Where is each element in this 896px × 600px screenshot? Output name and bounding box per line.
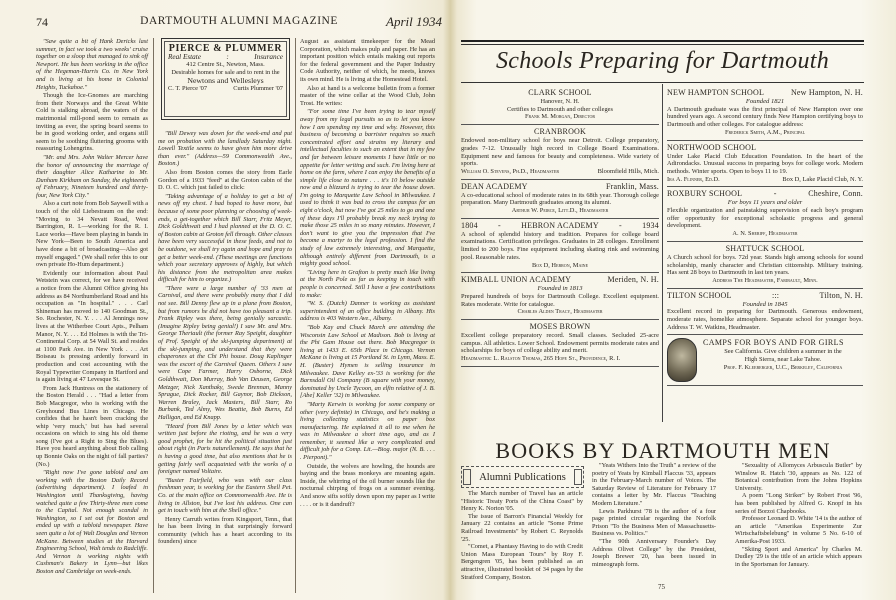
alumni-publications-text: Alumni Publications [479,471,566,483]
book-note: "Skiing Sport and America" by Charles M. Dudley '29 is the title of an article which appears in the Sportsman for January. [735,545,862,568]
school-entry [461,320,659,367]
paragraph: "Marty Kerwin is working for some company or other (very definite) in Chicago, and he's making a living collecting statistics on paper box manufacturing. He explained it all to me when he was in Milwaukee a short time ago, and as I remember, it seemed like a very complicated and difficult job for a Comp. Lit.—Biog. major (N. B. . . . . Pierpont)." [300,400,435,462]
school-description: A Dartmouth graduate was the first principal of New Hampton over one hundred years ago. A second century finds New Hampton certifying boys to Dartmouth and other colleges. For catalogue address: [667,105,863,129]
alumni-publications-label [461,466,584,488]
school-entry [667,289,863,336]
paragraph: "Buster Fairfield, who was with our class freshman year, is working for the Eastern Shell Pet. Co. at the main office on Commonwealth Ave. He is living in Allston, but I've lost his address. One can get in touch with him at the Shell office." [158,476,292,515]
school-contact: William O. Stevens, Ph.D., Headmaster [461,167,560,175]
school-year-end: 1934 [642,220,659,230]
school-header [667,244,863,254]
school-contact: Headmaster: L. Ralston Thomas, 265 Hope St., Providence, R. I. [461,355,621,363]
school-header [667,291,863,301]
school-contact: Ira A. Flinner, Ed.D. [667,175,720,183]
school-name: CRANBROOK [533,127,587,137]
school-header [461,127,659,137]
book-note: "Comet, a Phantasy Having to do with Credit Union Mass European Tours" by Roy F. Bergengren '05, has been published as an attractive, illustrated booklet of 34 pages by the Stratford Company, Boston. [461,543,583,581]
books-column-1 [461,490,583,581]
school-address: Bloomfield Hills, Mich. [597,167,659,175]
paragraph: Evidently our information about Paul Wetstein was correct, for we have received a notice from the Alumni Office giving his address as 84 Northumberland Road and his occupation as "In hospital." . . . Carl Shineman has moved to 140 Goodman St., So. Rochester, N. Y. . . . Al Jennings now lives at the Witherbee Court Apts., Pelham Manor, N. Y. . . . Ed Holmes is with the Tri-Continental Corp. at 54 Wall St. and resides at 1100 Park Ave. in New York . . . Art Boiseau is pressing ardently forward in production and cost accounting with the Royal Typewriter Company in Hartford and is again living at 47 Levesque St. [36,269,148,384]
separator: - [498,220,501,230]
camps-content [703,338,863,371]
paragraph: Also at hand is a welcome bulletin from a former master of the wine cellar at the Wood Club, John Trost. He writes: [300,84,435,107]
paragraph: "Living here in Grafton is pretty much like living at the North Pole as far as keeping in touch with people is concerned. Still I have a few contributions to make: [300,268,435,299]
school-footer [667,176,863,184]
school-contact: A. N. Sheriff, Headmaster [732,230,798,238]
ad-partner: Curtis Plummer '07 [233,85,283,92]
school-name: MOSES BROWN [529,322,591,332]
ad-border [164,41,287,117]
paragraph: Henry Carruth writes from Kingsport, Tenn., that he has been living in that surprisingly forward community (which has a heart according to its founders) since [158,515,292,546]
schools-column-divider [662,84,663,422]
book-note: The March number of Travel has an article "Historic Treaty Ports of the China Coast" by Henry K. Norton '05. [461,490,583,513]
school-line: Hanover, N. H. [540,98,580,105]
school-name: NORTHWOOD SCHOOL [667,142,757,152]
school-name: NEW HAMPTON SCHOOL [667,88,765,97]
school-header [461,221,659,231]
book-note: "Sexuality of Allomyces Arbuscula Butler" by Winslow R. Hatch '30, appears as No. 122 of Botanical contribution from the Johns Hopkins University. [735,462,862,492]
school-line: Certifies to Dartmouth and other colleges [507,105,613,113]
column-divider [295,38,296,593]
school-founded: Founded 1821 [745,98,785,105]
paragraph: From Jack Huntress on the stationery of the Boston Herald . . . "Had a letter from Bob Macgregor, who is working with the Greyhound Bus Lines in Chicago. He confides that he hasn't been cracking the whip 'very much,' but has had several occasions on which to sing his old theme song (I've got a Right to Sing the Blues). Have you heard anything about Bob calling up Bonnie Oaks on the night of fall parties? (No.) [36,384,148,468]
book-note: Professor Leonard D. White '14 is the author of an article "Amerikas Experimente Zur Wirtschaftsbelebung" in volume 5 No. 6-10 of Amerika-Post 1933. [735,515,862,545]
school-description: Endowed non-military school for boys near Detroit. College preparatory, grades 7-12. Unusually high record in College Board Examinations. Equipment new and famous for beauty and completeness. Wide variety of sports. [461,137,659,168]
paragraph: "Right now I've gone tabloid and am working with the Boston Daily Record (advertising department). I loafed in Washington until Thanksgiving, having watched quite a few Thirty-three men come to the Capital. Not enough scandal in Washington, so I set out for Boston and ended up with a tabloid newspaper. Have seen quite a lot of Walt Douglas and Vernon McKane. Between studies at the Harvard Engineering School, Walt tends to Radcliffe. And Vernon is working nights with Cushman's Bakery in Lynn—but likes Boston and Cambridge on week-ends. [36,469,148,575]
paragraph: Also from Boston comes the story from Earle Gordon of a 1933 "feed" at the Groton cabin of the D. O. C. which just failed to click: [158,168,292,192]
school-header [667,189,863,199]
school-contact: Frank M. Morgan, Director [524,113,596,121]
school-entry [667,86,863,141]
ad-service-left: Real Estate [168,53,201,61]
paragraph: "Bill Dewey was down for the week-end and put me on probation with the landlady Saturday night. Lowell Textile seems to have given him more drive than ever." (Address—59 Commonwealth Ave., Boston.) [158,130,292,168]
book-note: "The 90th Anniversary Founder's Day Address Olivet College" by the President, Joseph Brewer '20, has been issued in mimeograph form. [592,537,716,568]
school-name: HEBRON ACADEMY [521,220,599,230]
school-header [461,275,659,285]
school-address: Box D, Lake Placid Club, N. Y. [782,175,863,183]
separator: ::: [771,290,780,300]
school-header [461,322,659,332]
book-note: Lewis Parkhurst '78 is the author of a four page printed circular regarding the Norfolk Prison "To the Business Men of Massachusetts-Business vs. Politics." [592,507,716,538]
school-footer [461,355,659,363]
school-founded: Founded in 1845 [742,300,788,308]
school-year-start: 1804 [461,220,478,230]
pierce-plummer-ad [161,38,290,120]
running-head [36,15,442,31]
school-name: CLARK SCHOOL [528,88,592,97]
column-2 [158,130,292,547]
school-entry [461,125,659,180]
paragraph: "Heard from Bill Jones by a letter which was written just before the rioting, and he was a very good prophet, for he hit the political situation just about right (in Paris naturellement). He says that he is having a good time, but also mentions that he is getting fairly well acquainted with the works of a foreigner named Voltaire. [158,422,292,476]
school-founded: Founded in 1813 [537,285,583,293]
page-number-75: 75 [658,583,665,591]
books-column-3 [735,462,862,568]
school-description: Excellent college preparatory record. Small classes. Secluded 25-acre campus. All athletics. Lower School. Endowment permits moderate rates and scholarships for boys of college ability and merit. [461,332,659,355]
school-location: Meriden, N. H. [607,275,659,285]
ad-divider: : [226,53,229,61]
books-section-title: BOOKS BY DARTMOUTH MEN [495,438,831,463]
paragraph: Also a curt note from Bob Saywell with a touch of the old Liebestraum on the end: "Moving to 34 Nevatt Road, West Barrington, R. I.—working for the R. I. Lace works—Have been playing in bands in New York—Been to South America and have done a bit of broadcasting—Also got myself engaged." (We shall refer this to our own private Ho-Hum department.) [36,200,148,269]
school-header [461,88,659,98]
paragraph: August as assistant timekeeper for the Mead Corporation, which makes pulp and paper. He has an important position which entails making out reports for the federal government and the Paper Industry Code Authority, neither of which, he meets, knows its own mind. He is living at the Homestead Hotel. [300,38,435,83]
books-column-2 [592,462,716,568]
book-note: A poem "Long Striker" by Robert Frost '96, has been published by Alfred G. Knopf in his series of Borzoi Chapbooks. [735,492,862,515]
ad-partner: C. T. Pierce '07 [168,85,208,92]
school-founded: For boys 11 years and older [727,199,803,207]
school-name: ROXBURY SCHOOL [667,189,743,199]
ad-service-right: Insurance [254,53,283,61]
paragraph: "W. S. (Dutch) Danner is working as assistant superintendent of an office building in Albany. His address is 403 Western Ave., Albany. [300,300,435,323]
column-1 [36,38,148,593]
school-header [667,143,863,153]
paragraph: "Bob Kay and Chuck March are attending the Wisconsin Law School at Madison. Bob is living at the Phi Gam House out there. Bob Macgregor is living at 1433 E. 65th Place in Chicago. Vernon McKane is living at 15 Portland St. in Lynn, Mass. E. H. (Buster) Hymen is selling insurance in Milwaukee. Dave Kelley ex-'33 is working for the Barnsdall Oil Company (B square with your money, dominated by Uncle Tycoon, an elfin relative of J. B. [Abe] Keller '32) in Milwaukee. [300,323,435,400]
paragraph: "Saw quite a bit of Hank Dericks last summer, in fact we took a two weeks' cruise together on a sloop that managed to sink off Newport. He has been working in the office of the Hegeman-Harris Co. in New York and is living at his home in Colonial Heights, Tuckahoe." [36,38,148,91]
school-name: KIMBALL UNION ACADEMY [461,275,572,285]
school-footer [461,168,659,176]
schools-header-rule [461,40,864,45]
schools-left-column [461,86,659,367]
school-entry [461,273,659,320]
school-location: Franklin, Mass. [606,181,659,191]
book-note: "Yeats Withers Into the Truth" a review of the poetry of Yeats by Kimball Flaccus '33, appears in the February-March number of Voices. The Saturday Review of Literature for February 17 contains a letter by Mr. Flaccus "Teaching Modern Literature." [592,462,716,507]
magazine-title: DARTMOUTH ALUMNI MAGAZINE [140,15,338,27]
page-gutter [443,0,457,600]
camps-contact: Prof. F. Kleeberger, U.C., Berkeley, California [723,363,843,371]
school-name: DEAN ACADEMY [461,181,528,191]
paragraph: "Mr. and Mrs. John Walter Mercer have the honor of announcing the marriage of their daughter Alice Katharine to Mr. Dunham Kirkham on Sunday, the eighteenth of February, Nineteen hundred and thirty-four, New York City." [36,153,148,199]
school-description: Prepared hundreds of boys for Dartmouth College. Excellent equipment. Rates moderate. Write for catalogue. [461,292,659,308]
school-location: New Hampton, N. H. [790,88,863,97]
school-entry [461,180,659,219]
school-entry [667,242,863,289]
camps-title: CAMPS FOR BOYS AND FOR GIRLS [703,338,844,348]
school-entry [461,86,659,125]
school-location: Cheshire, Conn. [808,189,863,199]
ad-address: 412 Centre St., Newton, Mass. [186,61,265,68]
page-number: 74 [36,15,48,29]
separator: - [619,220,622,230]
column-divider [153,38,154,593]
school-description: Flexible organization and painstaking supervision of each boy's program offer opportunity for exceptional scholastic progress and general development. [667,207,863,230]
school-description: Excellent record in preparing for Dartmouth. Generous endowment, moderate rates, homelike atmosphere. Separate school for younger boys. Address T. W. Watkins, Headmaster. [667,308,863,331]
schools-rule [461,82,864,83]
school-entry [667,141,863,188]
schools-section-title: Schools Preparing for Dartmouth [495,48,830,74]
paragraph: "For some time I've been trying to tear myself away from my legal pursuits so as to let you know how I am spending my time and why. However, this business of becoming a barrister requires so much concentrated effort and strains my literary and intellectual faculties to such an extent that in my few and far between leisure moments I have little or no appetite for letter writing and such. I'm living here at home on the farm, where I can enjoy the benefits of a simple life close to nature . . . it's 10 below outside now and a blizzard is trying to tear the house down. I'm going to Marquette Law School in Milwaukee. I used to think it was bad to cross the campus for an eight o'clock, but now I've got 25 miles to go and one of these days I'll probably break my neck trying to make those 25 miles in so many minutes. However, I don't want to give you the impression that I've become a martyr to the legal profession. I find the study of law extremely interesting, and Marquette, although entirely different from Dartmouth, is a mighty good school. [300,108,435,268]
ad-firm-name: PIERCE & PLUMMER [168,43,283,54]
paragraph: "Taking advantage of a holiday to get a bit of news off my chest. I had hoped to have more, but because of some poor planning or choosing of week-ends, a get-together which Bill Starr, Fritz Meyer, Dick Goldthwait and I had planned at the D. O. C. of Boston cabin at Groton fell through. Other classes have been very successful in these feeds, and not to be outdone, we shall try again and hope and pray to get a better week-end. (These meetings are functions which your secretary approves of highly, but which his distance from the metropolitan area makes difficult for him to organize.) [158,192,292,284]
paragraph: Outside, the wolves are howling, the hounds are baying and the brass monkeys are moaning again. Inside, the whirring of the oil burner sounds like the nocturnal chirping of frogs on a summer evening. And snow sifts softly down upon my paper as I write . . . . or is it dandruff? [300,462,435,508]
camps-description: See California. Give children a summer in the High Sierra, near Lake Tahoe. [724,348,842,364]
ad-tagline: Desirable homes for sale and to rent in the [171,69,280,76]
school-entry [461,219,659,274]
issue-date: April 1934 [386,14,442,29]
school-contact: Box D, Hebron, Maine [531,261,589,269]
schools-right-column [667,86,863,386]
book-note: The issue of Barron's Financial Weekly for January 22 contains an article "Some Prime Railroad Investments" by Robert C. Reynolds '25. [461,512,583,543]
separator: - [773,189,777,199]
school-contact: Charles Alden Tracy, Headmaster [517,308,603,316]
school-name: SHATTUCK SCHOOL [725,243,805,253]
paragraph: Though the Ice-Gnomes are marching from their Norways and the Great White Cold is stalking abroad, the waters of the matrimonial mill-pond seem to remain as inviting as ever, the spring board seems to be in good working order, and organs still seem to be soothing fluttering grooms with reassuring Lohengrins. [36,92,148,153]
camp-logo-icon [667,338,697,382]
school-description: Under Lake Placid Club Education Foundation. In the heart of the Adirondacks. Unusual success in preparing boys for college work. Modern methods. Winter sports. Open to boys 11 to 19. [667,152,863,175]
school-name: TILTON SCHOOL [667,290,732,300]
school-location: Tilton, N. H. [819,290,863,300]
school-description: A Church school for boys. 72d year. Stands high among schools for sound scholarship, manly character and Christian citizenship. Military training. Has sent 28 boys to Dartmouth in last ten years. [667,253,863,277]
camps-ad [667,335,863,386]
school-contact: Address The Headmaster, Faribault, Minn. [712,276,818,284]
school-contact: Frederick Smith, A.M., Principal [724,128,806,136]
school-header [667,88,863,98]
column-3 [300,38,435,509]
school-description: A school of splendid history and tradition. Prepares for college board examinations. Certification privileges. Graduates in 28 colleges. Enrollment limited to 200 boys. Fine equipment including skating rink and swimming pool. Reasonable rates. [461,230,659,261]
school-contact: Arthur W. Peirce, Litt.D., Headmaster [511,207,609,215]
ad-area: Newtons and Wellesleys [187,76,264,85]
school-description: A co-educational school of moderate rates in its 68th year. Thorough college preparation. Many Dartmouth graduates among its alumni. [461,191,659,207]
paragraph: "There were a large number of '33 men at Carnival, and there were probably many that I did not see. Bill Denny flew up in a plane from Boston, but from rumors he did not have too pleasant a trip. Frank Ripley was there, being genially sarcastic. (Imagine Ripley being genial!) I saw Mr. and Mrs. George Theriault (the former Ray Speight, daughter of Prof. Speight of the ski-jumping department) at the ski-jumping, and understand that they were chaperones at the Chi Phi house. Doug Kaplinger was the escort of the Carnival Queen. Others I saw were Cope Farmer, Harry Osborne, Dick Goldthwait, Don Murray, Bob Van Deusen, George Metzger, Nick Xanthaky, Swede Brennan, Manny Sprague, Dick Rocker, Bill Gaynor, Bob Dickson, Warren Braley, Jack Masters, Bill Starr, Ro Burbank, Ted Almy, Wes Beattie, Bob Burns, Ed Halligan, and Ed Knapp. [158,284,292,421]
school-header [461,182,659,192]
school-entry [667,187,863,242]
